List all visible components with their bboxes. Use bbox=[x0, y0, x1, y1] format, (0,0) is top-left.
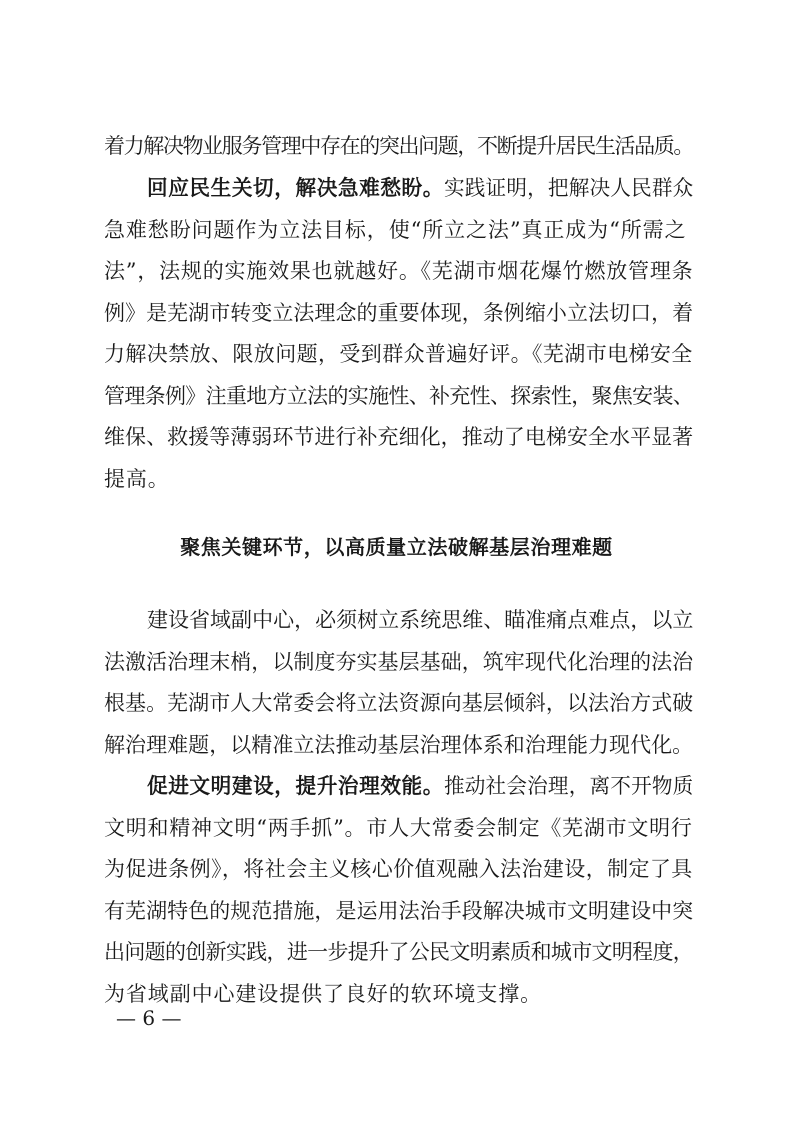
paragraph-line: 解治理难题，以精准立法推动基层治理体系和治理能力现代化。 bbox=[104, 733, 694, 757]
paragraph-line: 为省域副中心建设提供了良好的软环境支撑。 bbox=[104, 982, 542, 1006]
paragraph-line: 有芜湖特色的规范措施，是运用法治手段解决城市文明建设中突 bbox=[104, 899, 694, 923]
paragraph-line: 力解决禁放、限放问题，受到群众普遍好评。《芜湖市电梯安全 bbox=[104, 342, 693, 366]
section-heading: 聚焦关键环节，以高质量立法破解基层治理难题 bbox=[180, 535, 613, 559]
paragraph-line: 法”，法规的实施效果也就越好。《芜湖市烟花爆竹燃放管理条 bbox=[104, 259, 694, 283]
paragraph-line: 管理条例》注重地方立法的实施性、补充性、探索性，聚焦安装、 bbox=[104, 384, 694, 408]
paragraph-line: 建设省域副中心，必须树立系统思维、瞄准痛点难点，以立 bbox=[147, 608, 694, 632]
paragraph-line: 法激活治理末梢，以制度夯实基层基础，筑牢现代化治理的法治 bbox=[104, 650, 694, 674]
paragraph-line: 提高。 bbox=[104, 467, 170, 491]
paragraph-line: 例》是芜湖市转变立法理念的重要体现，条例缩小立法切口，着 bbox=[104, 301, 694, 325]
paragraph-line: 为促进条例》，将社会主义核心价值观融入法治建设，制定了具 bbox=[104, 857, 693, 881]
paragraph-line: 维保、救援等薄弱环节进行补充细化，推动了电梯安全水平显著 bbox=[104, 425, 694, 449]
paragraph-line: 文明和精神文明“两手抓”。市人大常委会制定《芜湖市文明行 bbox=[104, 816, 693, 840]
paragraph-line: 根基。芜湖市人大常委会将立法资源向基层倾斜，以法治方式破 bbox=[104, 691, 694, 715]
paragraph-text: 实践证明，把解决人民群众 bbox=[443, 176, 694, 200]
paragraph-lead: 促进文明建设，提升治理效能。 bbox=[147, 774, 444, 798]
page-number: — 6 — bbox=[116, 1006, 182, 1030]
paragraph-lead: 回应民生关切，解决急难愁盼。 bbox=[147, 176, 444, 200]
paragraph-line: 着力解决物业服务管理中存在的突出问题，不断提升居民生活品质。 bbox=[104, 134, 693, 158]
paragraph-line: 出问题的创新实践，进一步提升了公民文明素质和城市文明程度， bbox=[104, 940, 694, 964]
paragraph-line bbox=[147, 772, 693, 800]
paragraph-line: 急难愁盼问题作为立法目标，使“所立之法”真正成为“所需之 bbox=[104, 218, 687, 242]
paragraph-text: 推动社会治理，离不开物质 bbox=[443, 774, 694, 798]
paragraph-line bbox=[147, 174, 693, 202]
